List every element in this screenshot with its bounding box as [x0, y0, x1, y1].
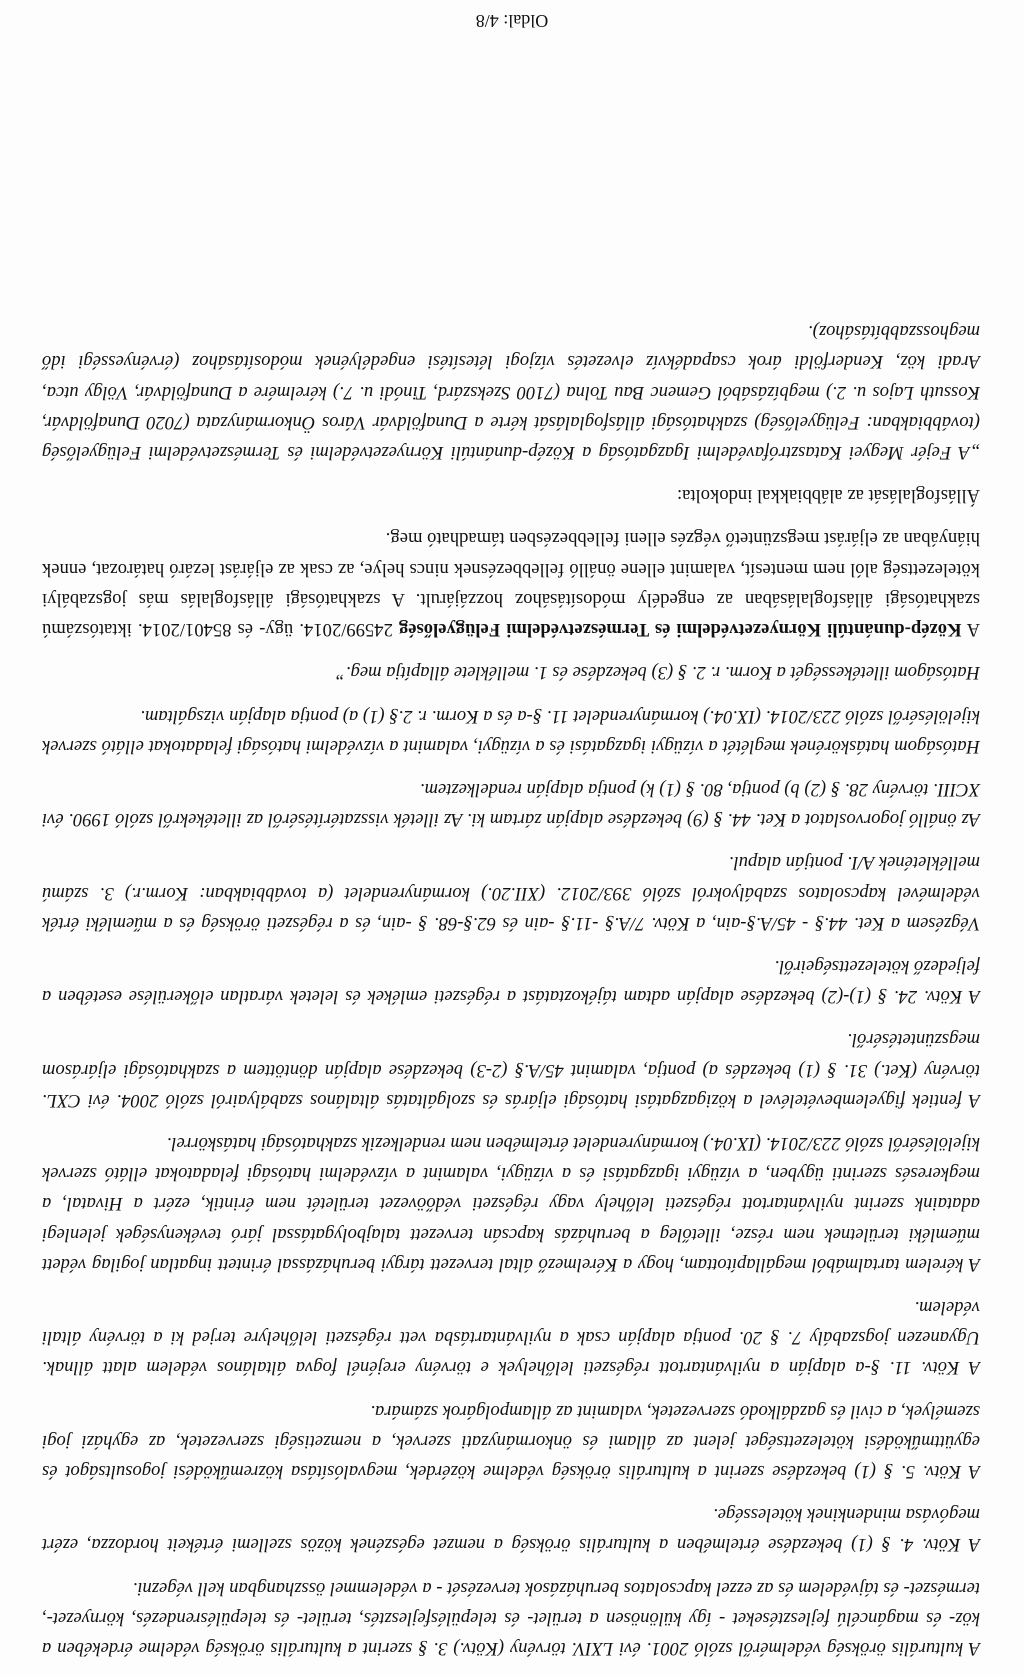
- page-number: Oldal: 4/8: [475, 11, 549, 31]
- paragraph-indokolta: Állásfoglalását az alábbiakkal indokolta:: [676, 485, 980, 507]
- paragraph-vegzesem: Végzésem a Ket. 44.§ - 45/A.§-ain, a Kötv. 7/A.§ -11.§ -ain és 62.§-68. § -ain, és a régészeti örökség és a műemléki érték védelmével kapcsolatos szabályokról szóló 393/2012. (XII.20.) kormányrendelet (a továbbiakban: Korm.r.) 3. számú mellékletének A/I. pontján alapul.: [42, 852, 980, 934]
- document-body: [42, 303, 980, 1663]
- paragraph-felugyeloseg: A Közép-dunántúli Környezetvédelmi és Természetvédelmi Felügyelőség 24599/2014. ügy- és 85401/2014. iktatószámú szakhatósági állásfoglalásában az engedély módosításához hozzájárult. A szakhatósági állásfoglalás más jogszabályi kötelezettség alól nem mentesít, valamint ellene önálló fellebbezésnek nincs helye, az csak az eljárást lezáró határozat, ennek hiányában az eljárást megszüntető végzés elleni fellebbezésben támadható meg.: [42, 528, 980, 641]
- paragraph-hataskor: Hatóságom hatáskörének meglétét a vízügyi igazgatási és a vízügyi, valamint a vízvédelmi hatósági feladatokat ellátó szervek kijelöléséről szóló 223/2014. (IX.04.) kormányrendelet 11. §-a és a Korm. r. 2.§ (1) a) pontja alapján vizsgáltam.: [42, 705, 980, 757]
- paragraph-kotv-5: A Kötv. 5. § (1) bekezdése szerint a kulturális örökség védelme közérdek, megvalósítása közreműködési jogosultságot és együttműködési kötelezettséget jelent az állami és önkormányzati szervek, a nemzetiségi szervezetek, az egyházi jogi személyek, a civil és gazdálkodó szervezetek, valamint az állampolgárok számára.: [42, 1400, 980, 1482]
- paragraph-fentiek: A fentiek figyelembevételével a közigazgatási hatósági eljárás és szolgáltatás általános szabályairól szóló 2004. évi CXL. törvény (Ket.) 31. § (1) bekezdés a) pontja, valamint 45/A.§ (2-3) bekezdése alapján döntöttem a szakhatósági eljárásom megszüntetéséről.: [42, 1029, 980, 1111]
- paragraph-kotv-24: A Kötv. 24. § (1)-(2) bekezdése alapján adtam tájékoztatást a régészeti emlékek és leletek váratlan előkerülése esetében a feljedező kötelezettségeiről.: [42, 955, 980, 1008]
- paragraph-jogorvoslat: Az önálló jogorvoslatot a Ket. 44. § (9) bekezdése alapján zártam ki. Az illeték visszatérítéséről az illetékekről szóló 1990. évi XCIII. törvény 28. § (2) b) pontja, 80. § (1) k) pontja alapján rendelkeztem.: [42, 778, 980, 831]
- paragraph-illetekesseg: Hatóságom illetékességét a Korm. r. 2. § (3) bekezdése és 1. melléklete állapítja meg.”: [335, 662, 980, 684]
- paragraph-kerelem-tartalma: A kérelem tartalmából megállapítottam, hogy a Kérelmező által tervezett tárgyi beruházással érintett ingatlan jogilag védett műemléki területnek nem része, illetőleg a beruházás kapcsán tervezett talajbolygatással járó tevékenységek jelenlegi adataink szerint nyilvántartott régészeti lelőhely vagy régészeti védőövezet területét nem érintik, ezért a Hivatal, a megkeresés szerinti ügyben, a vízügyi igazgatási és a vízügyi, valamint a vízvédelmi hatósági feladatokat ellátó szervek kijelöléséről szóló 223/2014. (IX.04.) kormányrendelet értelmében nem rendelkezik szakhatósági hatáskörrel.: [42, 1132, 980, 1275]
- paragraph-kotv-3: A kulturális örökség védelméről szóló 2001. évi LXIV. törvény (Kötv.) 3. § szerint a kulturális örökség védelme érdekében a köz- és magáncélú fejlesztéseket - így különösen a terület- és településfejlesztés, terület- és településrendezés, környezet-, természet- és tájvédelem és az ezzel kapcsolatos beruházások tervezését - a védelemmel összhangban kell végezni.: [42, 1577, 980, 1659]
- paragraph-idezet: „A Fejér Megyei Katasztrófavédelmi Igazgatóság a Közép-dunántúli Környezetvédelmi és Természetvédelmi Felügyelőség (továbbiakban: Felügyelőség) szakhatósági állásfoglalását kérte a Dunaföldvár Város Önkormányzata (7020 Dunaföldvár, Kossuth Lajos u. 2.) megbízásából Gemenc Bau Tolna (7100 Szekszárd, Tinódi u. 7.) kérelmére a Dunaföldvár, Völgy utca, Aradi köz, Kenderföldi árok csapadékvíz elvezetés vízjogi létesítési engedélyének módosításához (érvényességi idő meghosszabbításához).: [42, 321, 980, 464]
- agency-name: Közép-dunántúli Környezetvédelmi és Természetvédelmi Felügyelőség: [398, 619, 962, 641]
- paragraph-kotv-11: A Kötv. 11. §-a alapján a nyilvántartott régészeti lelőhelyek e törvény erejénél fogva általános védelem alatt állnak. Ugyanezen jogszabály 7. § 20. pontja alapján csak a nyilvántartásba vett régészeti lelőhelyre terjed ki a törvény általi védelem.: [42, 1296, 980, 1379]
- paragraph-kotv-4: A Kötv. 4. § (1) bekezdése értelmében a kulturális örökség a nemzet egészének közös szellemi értékeit hordozza, ezért megóvása mindenkinek kötelessége.: [42, 1504, 980, 1556]
